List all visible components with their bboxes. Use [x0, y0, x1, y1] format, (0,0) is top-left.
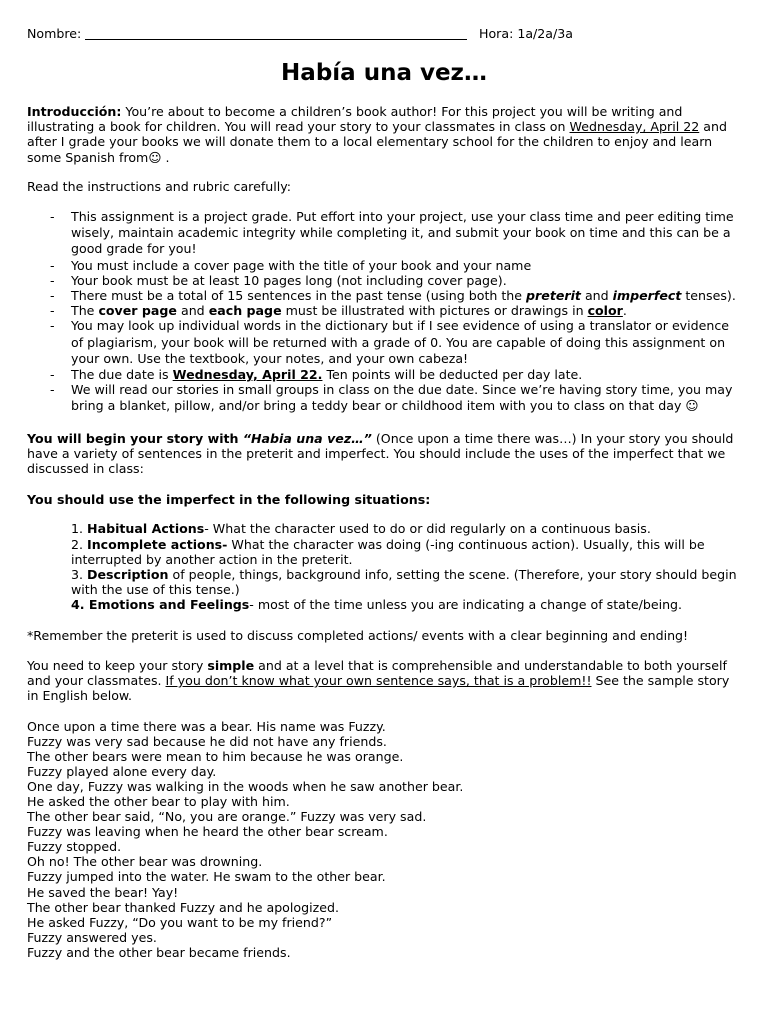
instruction-text: and — [176, 303, 209, 319]
use-description: What the character was doing (-ing continuous action). Usually, this will be interrupted by another action in the preterit. — [71, 536, 705, 567]
story-line: Once upon a time there was a bear. His name was Fuzzy. — [27, 718, 386, 734]
story-line: Fuzzy stopped. — [27, 839, 122, 855]
instruction-text: The — [71, 303, 99, 319]
nombre-blank-line — [85, 39, 467, 40]
header-line — [27, 26, 741, 44]
instructions-list — [27, 209, 739, 415]
sample-story — [27, 719, 739, 961]
instruction-item: - This assignment is a project grade. Put effort into your project, use your class time and peer editing time wisely, maintain academic integrity while completing it, and submit your book on time and this can be a good grade for you! — [71, 209, 739, 258]
story-line: Fuzzy jumped into the water. He swam to the other bear. — [27, 869, 386, 885]
use-description: - most of the time unless you are indicating a change of state/being. — [249, 597, 683, 613]
story-line: Fuzzy was leaving when he heard the other bear scream. — [27, 824, 388, 840]
imperfect-use-item — [71, 537, 739, 567]
instruction-item — [71, 303, 739, 318]
simple-underline: If you don’t know what your own sentence says, that is a problem!! — [165, 673, 592, 689]
nombre-label: Nombre: — [27, 26, 82, 41]
use-description: - What the character used to do or did regularly on a continuous basis. — [204, 521, 651, 537]
use-description: of people, things, background info, setting the scene. (Therefore, your story should begin with the use of this tense.) — [71, 567, 737, 598]
remember-note: *Remember the preterit is used to discuss completed actions/ events with a clear beginning and ending! — [27, 627, 689, 643]
simple-text: You need to keep your story — [27, 657, 208, 673]
intro-text-2: and after I grade your books we will donate them to a local elementary school for the children to enjoy and learn some Spanish from☺ . — [27, 119, 727, 165]
simple-term: simple — [207, 657, 255, 673]
instruction-text: and — [580, 288, 613, 304]
color-term: color — [587, 303, 623, 319]
imperfect-use-item — [71, 521, 739, 536]
story-line: Fuzzy was very sad because he did not have any friends. — [27, 733, 387, 749]
begin-paragraph — [27, 431, 739, 477]
simple-text: See the sample story in English below. — [27, 673, 730, 704]
imperfect-use-item — [71, 567, 739, 597]
instruction-text: Ten points will be deducted per day late. — [322, 367, 583, 383]
instruction-text: The due date is — [71, 367, 173, 383]
use-term: 4. Emotions and Feelings — [71, 597, 250, 613]
instruction-item: - Your book must be at least 10 pages long (not including cover page). — [71, 273, 739, 288]
instruction-item: - You may look up individual words in the dictionary but if I see evidence of using a translator or evidence of plagiarism, your book will be returned with a grade of 0. You are capable of doing this assignment on your own. Use the textbook, your notes, and your own cabeza! — [71, 318, 739, 367]
intro-date: Wednesday, April 22 — [569, 119, 700, 135]
simple-text: and at a level that is comprehensible and understandable to both yourself and your classmates. — [27, 657, 727, 689]
instruction-text: tenses). — [681, 288, 736, 304]
story-line: The other bears were mean to him because he was orange. — [27, 748, 404, 764]
story-line: He saved the bear! Yay! — [27, 884, 179, 900]
intro-text-1: You’re about to become a children’s book author! For this project you will be writing and illustrating a book for children. You will read your story to your classmates in class on — [27, 104, 683, 135]
story-line: The other bear thanked Fuzzy and he apologized. — [27, 899, 339, 915]
story-line: He asked the other bear to play with him. — [27, 793, 290, 809]
imperfect-heading: You should use the imperfect in the following situations: — [27, 492, 431, 508]
page-title: Había una vez… — [281, 60, 487, 86]
hora-label: Hora: 1a/2a/3a — [479, 26, 573, 41]
cover-page-term: cover page — [98, 303, 177, 319]
document-body — [27, 104, 739, 960]
imperfect-term: imperfect — [612, 288, 682, 304]
use-number: 1. — [71, 521, 88, 537]
story-line: Fuzzy answered yes. — [27, 929, 157, 945]
instruction-text: There must be a total of 15 sentences in the past tense (using both the — [71, 288, 527, 304]
instruction-text: must be illustrated with pictures or drawings in — [281, 303, 588, 319]
preterit-term: preterit — [526, 288, 581, 304]
story-line: Oh no! The other bear was drowning. — [27, 854, 263, 870]
use-term: Habitual Actions — [87, 521, 205, 537]
use-number: 3. — [71, 567, 88, 583]
simple-paragraph — [27, 658, 739, 704]
instruction-text: . — [622, 303, 627, 319]
story-line: Fuzzy played alone every day. — [27, 763, 217, 779]
due-date: Wednesday, April 22. — [172, 367, 323, 383]
story-line: Fuzzy and the other bear became friends. — [27, 944, 291, 960]
instruction-item: - You must include a cover page with the title of your book and your name — [71, 258, 739, 273]
read-instructions: Read the instructions and rubric carefully: — [27, 178, 292, 194]
use-term: Description — [87, 567, 169, 583]
use-number: 2. — [71, 536, 88, 552]
intro-paragraph — [27, 104, 739, 165]
each-page-term: each page — [208, 303, 282, 319]
instruction-item — [71, 288, 739, 303]
story-line: The other bear said, “No, you are orange.” Fuzzy was very sad. — [27, 809, 427, 825]
intro-label: Introducción: — [27, 104, 122, 119]
story-line: He asked Fuzzy, “Do you want to be my friend?” — [27, 914, 333, 930]
imperfect-uses-list — [27, 521, 739, 612]
use-term: Incomplete actions- — [87, 536, 228, 552]
begin-rest: (Once upon a time there was…) In your story you should have a variety of sentences in the preterit and imperfect. You should include the uses of the imperfect that we discussed in class: — [27, 430, 734, 477]
instruction-item: - We will read our stories in small groups in class on the due date. Since we’re having story time, you may bring a blanket, pillow, and/or bring a teddy bear or childhood item with you to class on that day ☺ — [71, 382, 739, 414]
begin-quote: “Habia una vez…” — [242, 430, 372, 446]
story-line: One day, Fuzzy was walking in the woods when he saw another bear. — [27, 778, 464, 794]
instruction-item — [71, 367, 739, 382]
imperfect-use-item — [71, 597, 739, 612]
begin-bold: You will begin your story with — [27, 430, 243, 446]
